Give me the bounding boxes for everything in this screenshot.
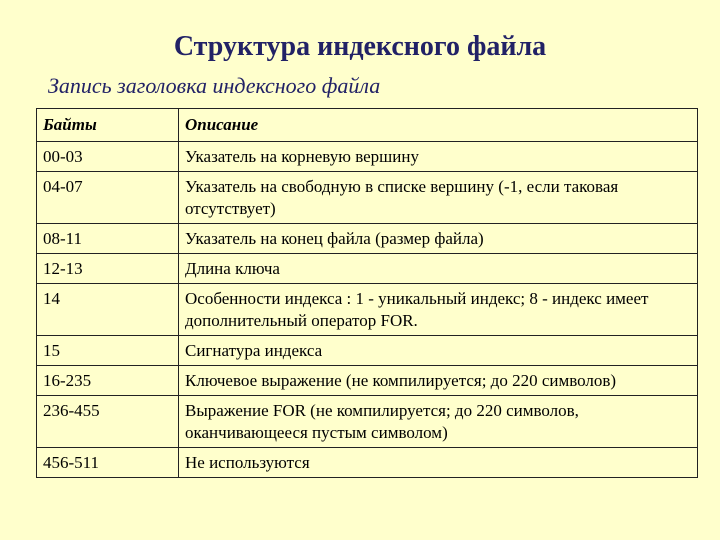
header-record-table <box>36 108 698 478</box>
bytes-cell: 236-455 <box>37 396 179 448</box>
description-cell: Длина ключа <box>179 254 698 284</box>
description-cell: Сигнатура индекса <box>179 336 698 366</box>
description-cell: Указатель на конец файла (размер файла) <box>179 224 698 254</box>
table-row <box>37 448 698 478</box>
bytes-cell: 14 <box>37 284 179 336</box>
bytes-cell: 04-07 <box>37 172 179 224</box>
table-row <box>37 396 698 448</box>
table-row <box>37 224 698 254</box>
table-row <box>37 172 698 224</box>
table-row <box>37 366 698 396</box>
description-cell: Особенности индекса : 1 - уникальный индекс; 8 - индекс имеет дополнительный оператор FOR. <box>179 284 698 336</box>
table-row <box>37 142 698 172</box>
bytes-cell: 16-235 <box>37 366 179 396</box>
bytes-cell: 08-11 <box>37 224 179 254</box>
description-cell: Выражение FOR (не компилируется; до 220 символов, оканчивающееся пустым символом) <box>179 396 698 448</box>
bytes-cell: 12-13 <box>37 254 179 284</box>
slide-subtitle: Запись заголовка индексного файла <box>48 73 381 98</box>
slide-title: Структура индексного файла <box>173 31 547 62</box>
bytes-cell: 15 <box>37 336 179 366</box>
bytes-cell: 00-03 <box>37 142 179 172</box>
table-row <box>37 336 698 366</box>
description-cell: Указатель на корневую вершину <box>179 142 698 172</box>
description-cell: Ключевое выражение (не компилируется; до 220 символов) <box>179 366 698 396</box>
column-header-bytes: Байты <box>37 109 179 142</box>
column-header-description: Описание <box>179 109 698 142</box>
description-cell: Не используются <box>179 448 698 478</box>
table-header-row <box>37 109 698 142</box>
bytes-cell: 456-511 <box>37 448 179 478</box>
table-row <box>37 284 698 336</box>
table-row <box>37 254 698 284</box>
description-cell: Указатель на свободную в списке вершину (-1, если таковая отсутствует) <box>179 172 698 224</box>
